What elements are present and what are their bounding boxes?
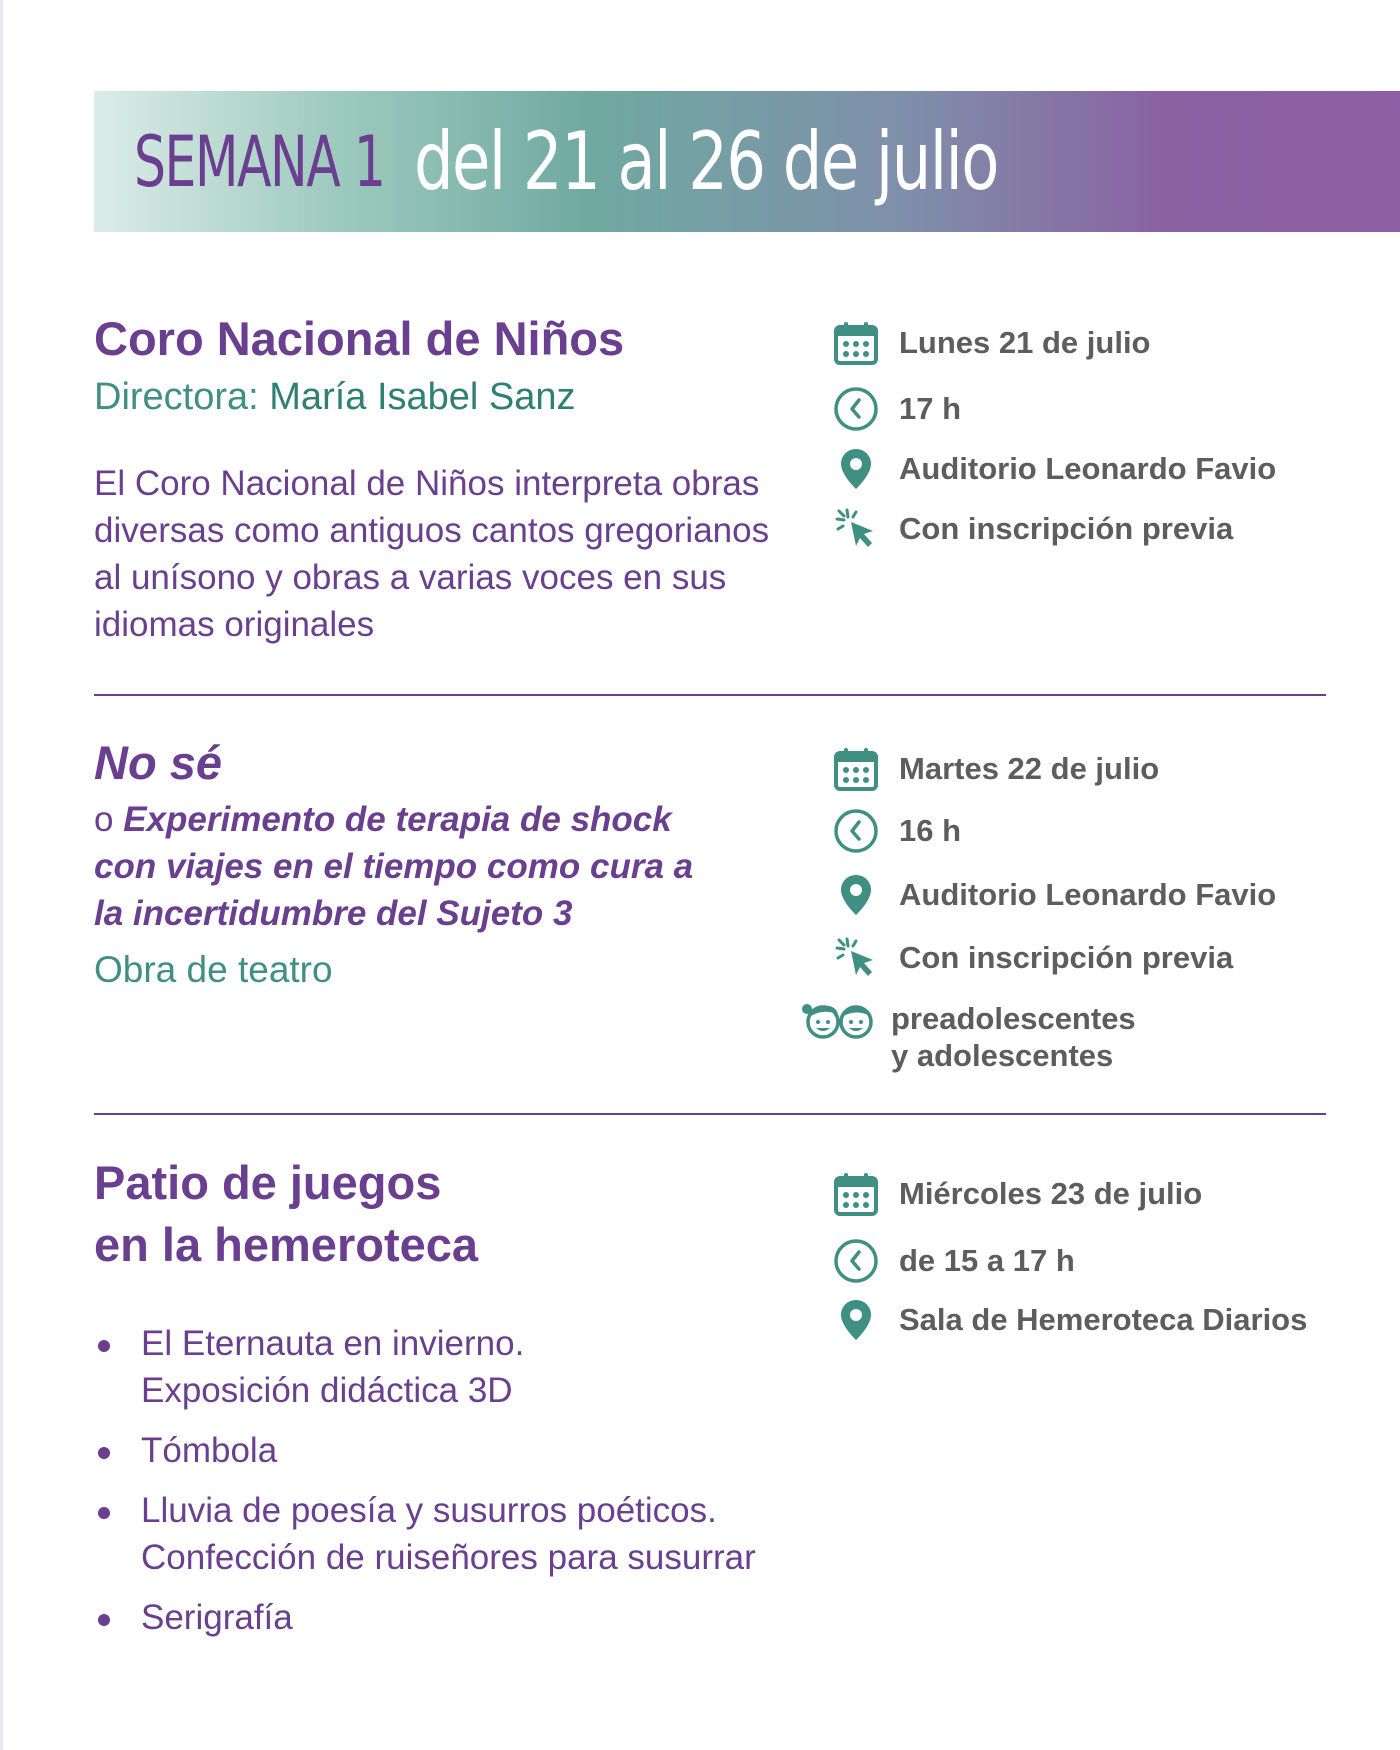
info-date <box>831 744 1159 794</box>
event-title <box>94 1152 794 1276</box>
info-registration-text: Con inscripción previa <box>899 511 1234 546</box>
event-category: Obra de teatro <box>94 949 333 990</box>
alt-title-line-3: la incertidumbre del Sujeto 3 <box>94 894 573 933</box>
clock-icon <box>831 384 881 434</box>
audience-line-1: preadolescentes <box>891 1001 1136 1036</box>
calendar-icon <box>831 1169 881 1219</box>
kids-faces-icon <box>801 994 877 1044</box>
clock-icon <box>831 1236 881 1286</box>
info-registration-text: Con inscripción previa <box>899 940 1234 975</box>
info-registration <box>831 504 1233 554</box>
audience-line-2: y adolescentes <box>891 1038 1114 1073</box>
activity-list <box>94 1320 794 1641</box>
info-date-text: Martes 22 de julio <box>899 751 1160 786</box>
info-date <box>831 318 1151 368</box>
section-divider <box>94 694 1326 696</box>
list-item <box>94 1487 794 1581</box>
info-time <box>831 1236 1075 1286</box>
click-cursor-icon <box>831 504 881 554</box>
info-time-text: 16 h <box>899 813 962 848</box>
event-patio-de-juegos <box>94 1152 1326 1637</box>
info-place-text: Auditorio Leonardo Favio <box>899 451 1277 486</box>
list-item-line-2: Exposición didáctica 3D <box>141 1371 513 1410</box>
list-item <box>94 1594 794 1641</box>
location-pin-icon <box>831 1295 881 1345</box>
event-coro <box>94 308 1326 658</box>
info-registration <box>831 933 1233 983</box>
event-no-se <box>94 732 1326 1092</box>
event-title: No sé <box>94 736 222 789</box>
click-cursor-icon <box>831 933 881 983</box>
event-description: El Coro Nacional de Niños interpreta obras diversas como antiguos cantos gregorianos al unísono y obras a varias voces en sus idiomas originales <box>94 464 770 644</box>
alt-title-line-1: Experimento de terapia de shock <box>123 800 672 839</box>
list-item <box>94 1320 794 1414</box>
info-audience-text <box>891 994 1136 1074</box>
info-time-text: 17 h <box>899 391 962 426</box>
info-place <box>831 1295 1307 1345</box>
info-time-text: de 15 a 17 h <box>899 1243 1075 1278</box>
section-divider <box>94 1113 1326 1115</box>
info-place-text: Auditorio Leonardo Favio <box>899 877 1277 912</box>
director-name: María Isabel Sanz <box>269 376 576 418</box>
info-time <box>831 806 961 856</box>
list-item-line-1: Tómbola <box>141 1431 278 1470</box>
week-label: SEMANA 1 <box>134 120 385 203</box>
event-title: Coro Nacional de Niños <box>94 312 625 365</box>
info-date-text: Miércoles 23 de julio <box>899 1176 1203 1211</box>
calendar-icon <box>831 744 881 794</box>
info-place <box>831 444 1276 494</box>
info-place <box>831 870 1276 920</box>
list-item-line-2: Confección de ruiseñores para susurrar <box>141 1538 756 1577</box>
location-pin-icon <box>831 444 881 494</box>
list-item-line-1: Serigrafía <box>141 1598 293 1637</box>
week-header-banner <box>94 91 1400 232</box>
info-date-text: Lunes 21 de julio <box>899 325 1151 360</box>
info-time <box>831 384 961 434</box>
info-date <box>831 1169 1202 1219</box>
director-label: Directora: <box>94 376 259 418</box>
title-line-2: en la hemeroteca <box>94 1218 479 1271</box>
info-audience <box>801 994 1136 1074</box>
list-item-line-1: Lluvia de poesía y susurros poéticos. <box>141 1491 717 1530</box>
event-alt-title <box>94 796 794 937</box>
clock-icon <box>831 806 881 856</box>
location-pin-icon <box>831 870 881 920</box>
calendar-icon <box>831 318 881 368</box>
list-item <box>94 1427 794 1474</box>
alt-title-line-2: con viajes en el tiempo como cura a <box>94 847 694 886</box>
info-place-text: Sala de Hemeroteca Diarios <box>899 1302 1308 1337</box>
week-dates: del 21 al 26 de julio <box>414 115 998 208</box>
event-director <box>94 372 794 422</box>
title-line-1: Patio de juegos <box>94 1156 442 1209</box>
alt-title-prefix: o <box>94 800 114 839</box>
page-edge <box>0 0 3 1750</box>
list-item-line-1: El Eternauta en invierno. <box>141 1324 525 1363</box>
